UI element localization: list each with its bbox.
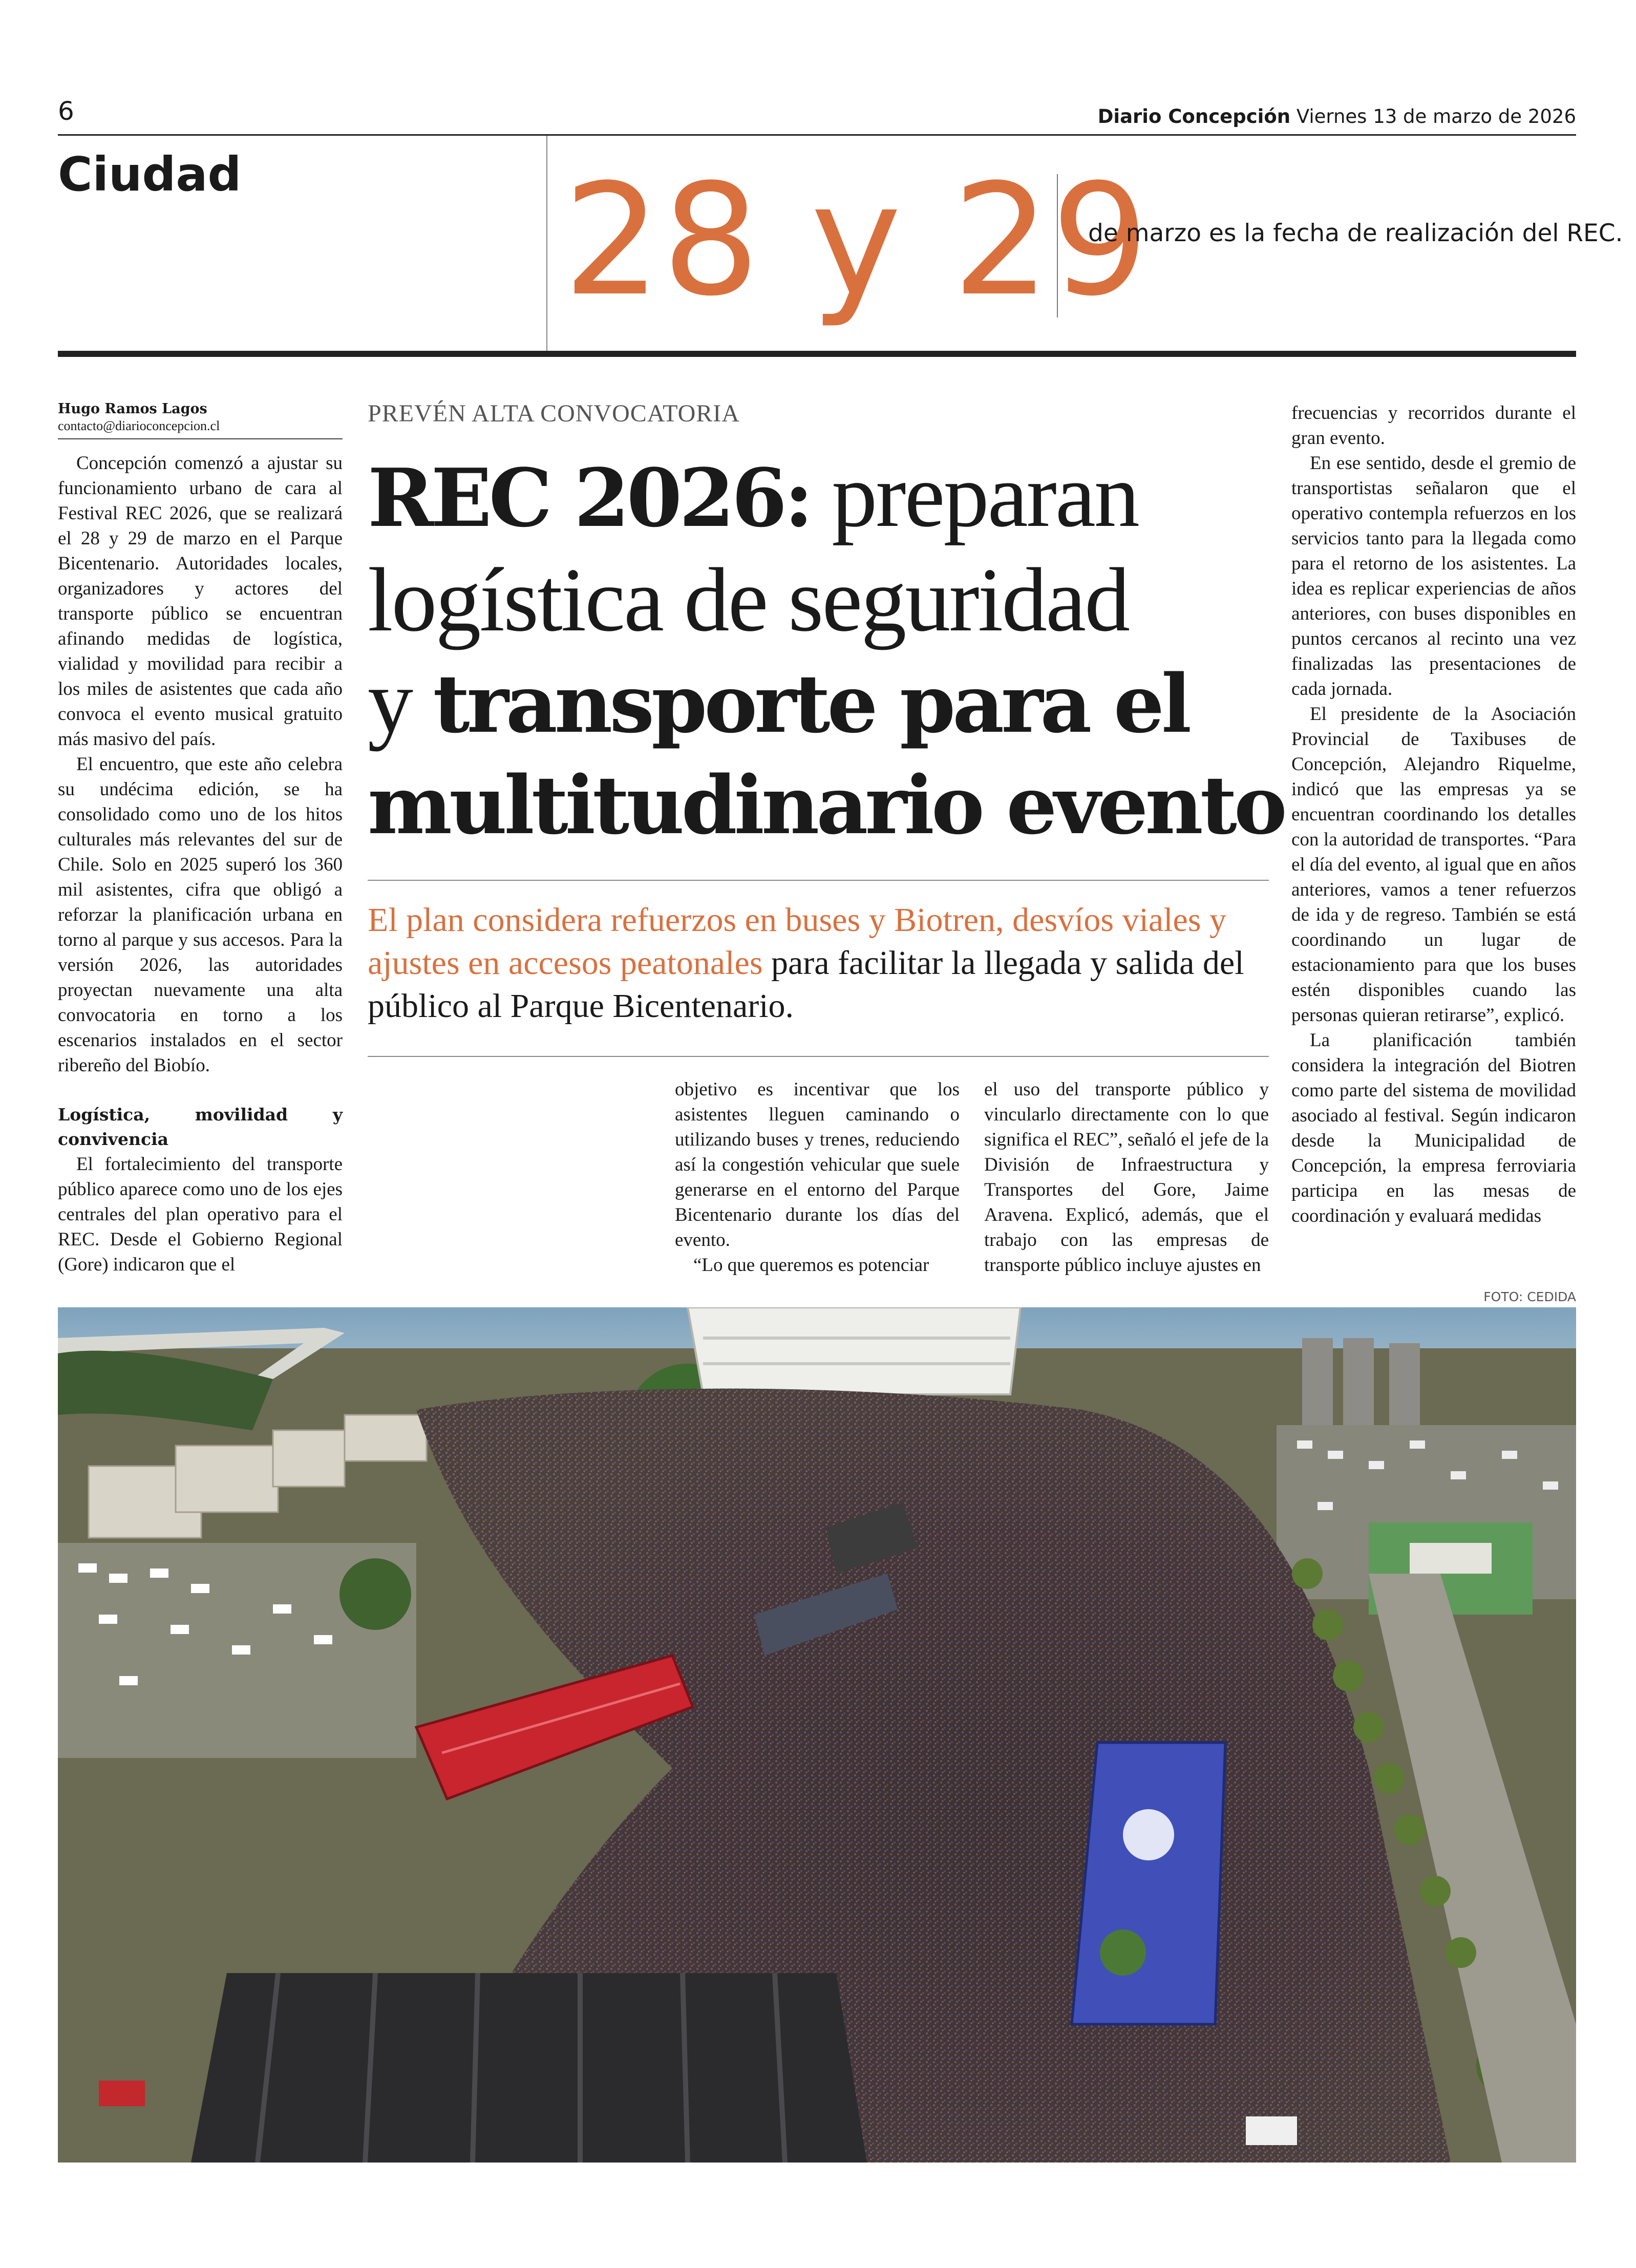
lead-bottom-rule <box>368 1056 1269 1057</box>
big-date-number: 28 y 29 <box>563 151 1150 330</box>
tree <box>339 1558 411 1630</box>
header-vertical-divider <box>546 136 547 351</box>
big-date-caption: de marzo es la fecha de realización del REC. <box>1088 219 1623 247</box>
lead-text: para facilitar la llegada y salida del público al Parque Bicentenario. <box>368 944 1244 1025</box>
headline-light: preparan <box>810 444 1138 546</box>
vehicle <box>1246 2116 1297 2145</box>
headline-bold: transporte para el <box>433 657 1189 751</box>
lead-top-rule <box>368 880 1269 881</box>
headline-light: logística de seguridad <box>368 549 1129 650</box>
body-paragraph: “Lo que queremos es potenciar <box>693 1255 929 1276</box>
author-email: contacto@diarioconcepcion.cl <box>58 418 343 439</box>
blue-stage <box>1072 1743 1225 2024</box>
article-column-1 <box>58 400 343 1277</box>
article-column-4 <box>1291 400 1576 1228</box>
newspaper-name: Diario Concepción <box>1097 105 1291 128</box>
header-thick-rule <box>58 351 1576 357</box>
section-title: Ciudad <box>58 147 242 202</box>
body-paragraph: La planificación también considera la integración del Biotren como parte del sistema de movilidad asociado al festival. Según indicaron desde la Municipalidad de Concepción, la empresa ferroviaria participa en las mesas de coordinación y evaluará medidas <box>1291 1030 1576 1226</box>
white-building <box>688 1307 1021 1394</box>
body-paragraph: objetivo es incentivar que los asistentes lleguen caminando o utilizando buses y trenes, reduciendo así la congestión vehicular que suele generarse en el entorno del Parque Bicentenario durante los días del evento. <box>675 1079 960 1250</box>
masthead-date-line <box>1098 105 1576 128</box>
monument <box>1302 1338 1420 1425</box>
article-column-3 <box>984 1077 1269 1278</box>
photo-credit: FOTO: CEDIDA <box>1483 1289 1576 1304</box>
body-paragraph: El presidente de la Asociación Provincial de Taxibuses de Concepción, Alejandro Riquelme, indicó que las empresas ya se encuentran coordinando los detalles con la autoridad de transportes. “Para el día del evento, al igual que en años anteriores, vamos a tener refuerzos de ida y de regreso. También se está coordinando un lugar de estacionamiento para que los buses estén disponibles cuando las personas quieran retirarse”, explicó. <box>1291 704 1576 1026</box>
vehicle <box>99 2081 145 2106</box>
top-rule <box>58 134 1576 136</box>
page-number: 6 <box>58 96 74 126</box>
headline <box>368 444 1284 856</box>
dark-tent <box>191 1973 867 2163</box>
headline-bold: REC 2026: <box>368 451 811 545</box>
headline-bold: multitudinario evento <box>368 758 1284 852</box>
body-paragraph: En ese sentido, desde el gremio de transportistas señalaron que el operativo contempla refuerzos en los servicios tanto para la llegada como para el retorno de los asistentes. La idea es replicar experiencias de años anteriores, con buses disponibles en puntos cercanos al recinto una vez finalizadas las presentaciones de cada jornada. <box>1291 453 1576 700</box>
body-paragraph: Concepción comenzó a ajustar su funcionamiento urbano de cara al Festival REC 2026, que se realizará el 28 y 29 de marzo en el Parque Bicentenario. Autoridades locales, organizadores y actores del transporte público se encuentran afinando medidas de logística, vialidad y movilidad para recibir a los miles de asistentes que cada año convoca el evento musical gratuito más masivo del país. <box>58 453 343 750</box>
body-paragraph: El encuentro, que este año celebra su undécima edición, se ha consolidado como uno de los hitos culturales más relevantes del sur de Chile. Solo en 2025 superó los 360 mil asistentes, cifra que obligó a reforzar la planificación urbana en torno al parque y sus accesos. Para la versión 2026, las autoridades proyectan nuevamente una alta convocatoria en torno a los escenarios instalados en el sector ribereño del Biobío. <box>58 754 343 1076</box>
body-paragraph: el uso del transporte público y vincularlo directamente con lo que significa el REC”, señaló el jefe de la División de Infraestructura y Transportes del Gore, Jaime Aravena. Explicó, además, que el trabajo con las empresas de transporte público incluye ajustes en <box>984 1079 1269 1276</box>
subheading: Logística, movilidad y convivencia <box>58 1105 343 1149</box>
author-name: Hugo Ramos Lagos <box>58 401 207 417</box>
body-paragraph: El fortalecimiento del transporte público aparece como uno de los ejes centrales del plan operativo para el REC. Desde el Gobierno Regional (Gore) indicaron que el <box>58 1154 343 1275</box>
festival-aerial-photo <box>58 1307 1576 2163</box>
article-column-2 <box>675 1077 960 1278</box>
headline-light: y <box>368 650 433 752</box>
lead-highlight: El plan considera refuerzos en buses y Biotren, desvíos viales y ajustes en accesos peatonales <box>368 901 1227 982</box>
body-paragraph: frecuencias y recorridos durante el gran evento. <box>1291 402 1576 449</box>
issue-date: Viernes 13 de marzo de 2026 <box>1296 105 1576 128</box>
lead-paragraph <box>368 899 1269 1028</box>
palm-tree <box>1100 1930 1146 1976</box>
kicker: PREVÉN ALTA CONVOCATORIA <box>368 400 740 427</box>
